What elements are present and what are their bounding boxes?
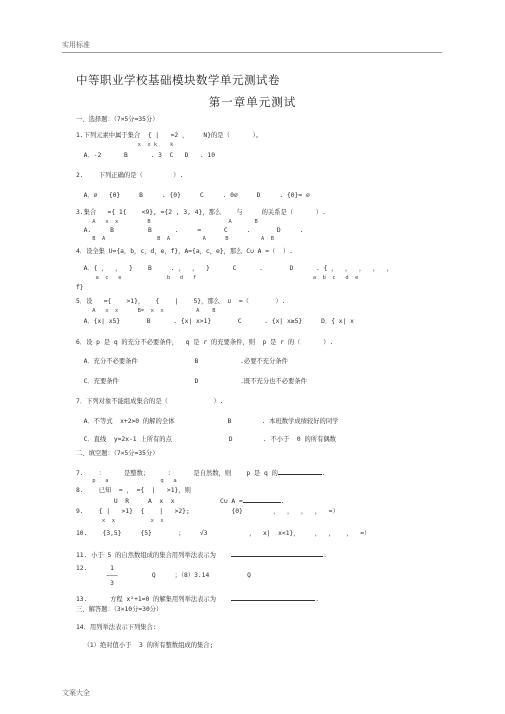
fill-question-13-text: 13. 方程 x²+1=0 的解集用列举法表示为 (76, 596, 217, 603)
fill-question-12-denominator: 3 (76, 580, 114, 587)
header-rule (62, 52, 442, 53)
fill-question-7: 7. ： 是整数； ： 是自然数，则 p 是 q 的 . (76, 470, 326, 477)
fill-question-8-text: U R A x x C∪ A = (76, 498, 243, 505)
fill-question-7-subscripts: p a q a (76, 478, 177, 484)
question-2-options: A．∅ {0} B . {0} C . 0∅ D . {0}= ∅ (76, 192, 310, 199)
question-3-options: A. B B . = C . D . (76, 227, 304, 234)
question-3: 3.集合 ={ 1{ <9}, ={2 , 3, 4}，那么 与 的关系是（ ）. (76, 209, 326, 216)
question-1: 1.下列元素中属于集合 { ∣ =2 ， N}的是（ ）。 (76, 132, 263, 139)
question-6-options-cd: C．充要条件 D .既不充分也不必要条件 (76, 378, 307, 385)
question-5-subscripts: A x x B= x x A B (76, 308, 216, 314)
chapter-subtitle: 第一章单元测试 (208, 95, 297, 109)
fill-question-10: 10. {3,5} {5} ； √3 ， x∣ x<1}， ， ， ， =） (76, 530, 371, 537)
question-7: 7．下列对象不能组成集合的是（ ）. (76, 398, 224, 405)
fill-question-9: 9. { ∣ >1} { ∣ >2}; {0} ， ， ， ， =） (76, 508, 339, 515)
question-6: 6．设 p 是 q 的充分不必要条件， q 是 r 的充要条件，则 p 是 r 的（ ）. (76, 339, 334, 346)
document-title: 中等职业学校基础模块数学单元测试卷 (76, 73, 280, 87)
page-footer: 文案大全 (62, 689, 90, 697)
question-4: 4．设全集 U={a，b，c，d，e，f}，A={a，c，e}，那么 C∪ A =（ ）. (76, 248, 293, 255)
fill-question-7-text: 7. ： 是整数； ： 是自然数，则 p 是 q 的 (76, 470, 278, 477)
section-heading-choice: 一、选择题：（7×5分=35分） (76, 116, 159, 123)
question-5: 5．设 ={ >1}， { ∣ 5}，那么 ∪ =（ ）. (76, 298, 286, 305)
question-6-options-ab: A．充分不必要条件 B .必要不充分条件 (76, 358, 288, 365)
fill-question-9-subscripts: x x x x (76, 518, 164, 524)
question-4-options: A．{ ， ， } B . ， ， } C . D . { ， ， ， ， ， (76, 265, 393, 272)
fill-question-12-numerator: 12. 1 (76, 565, 114, 572)
question-4-options-wrap: f} (76, 284, 84, 291)
page-header: 实用标准 (62, 41, 90, 49)
question-1-subscripts: x x k k (76, 142, 174, 148)
answer-blank[interactable] (243, 496, 281, 503)
fill-question-8: 8. 已知 = ， ={ ∣ >1}，则 (76, 487, 191, 494)
fill-question-12: ——— Q ；（8）3.14 Q (76, 572, 251, 579)
question-3-subscripts: A x x B A B (76, 219, 258, 225)
question-1-options: A．-2 B . 3 C D . 10 (76, 152, 215, 159)
fill-question-8-answer: U R A x x C∪ A = . (76, 498, 285, 505)
fill-question-13: 13. 方程 x²+1=0 的解集用列举法表示为 . (76, 596, 319, 603)
answer-blank[interactable] (278, 468, 322, 475)
question-14: 14．用列举法表示下列集合: (76, 624, 157, 631)
fill-question-11: 11. 小于 5 的自然数组成的集合用列举法表示为 . (76, 552, 327, 559)
question-14-part-1: （1）绝对值小于 3 的所有整数组成的集合; (76, 642, 214, 649)
question-3-option-subscripts: B A B A A B A B (76, 236, 274, 242)
question-4-option-subscripts: a c e b d f a b c d e (76, 275, 359, 281)
question-7-options-cd: C．直线 y=2x-1 上所有的点 D . 不小于 0 的所有偶数 (76, 436, 336, 443)
section-heading-answer: 三、解答题：（3×10分=30分） (76, 606, 163, 613)
question-7-options-ab: A．不等式 x+2>0 的解的全体 B . 本班数学成绩较好的同学 (76, 418, 339, 425)
question-2: 2. 下列正确的是（ ）. (76, 172, 184, 179)
fill-question-11-text: 11. 小于 5 的自然数组成的集合用列举法表示为 (76, 552, 216, 559)
section-heading-fill: 二、填空题：（7×5分=35分） (76, 450, 159, 457)
answer-blank[interactable] (231, 594, 315, 601)
answer-blank[interactable] (231, 550, 323, 557)
question-5-options: A．{x∣ x5} B . {x∣ x>1} C . {x∣ x≥5} D．{ x∣ x (76, 318, 354, 325)
